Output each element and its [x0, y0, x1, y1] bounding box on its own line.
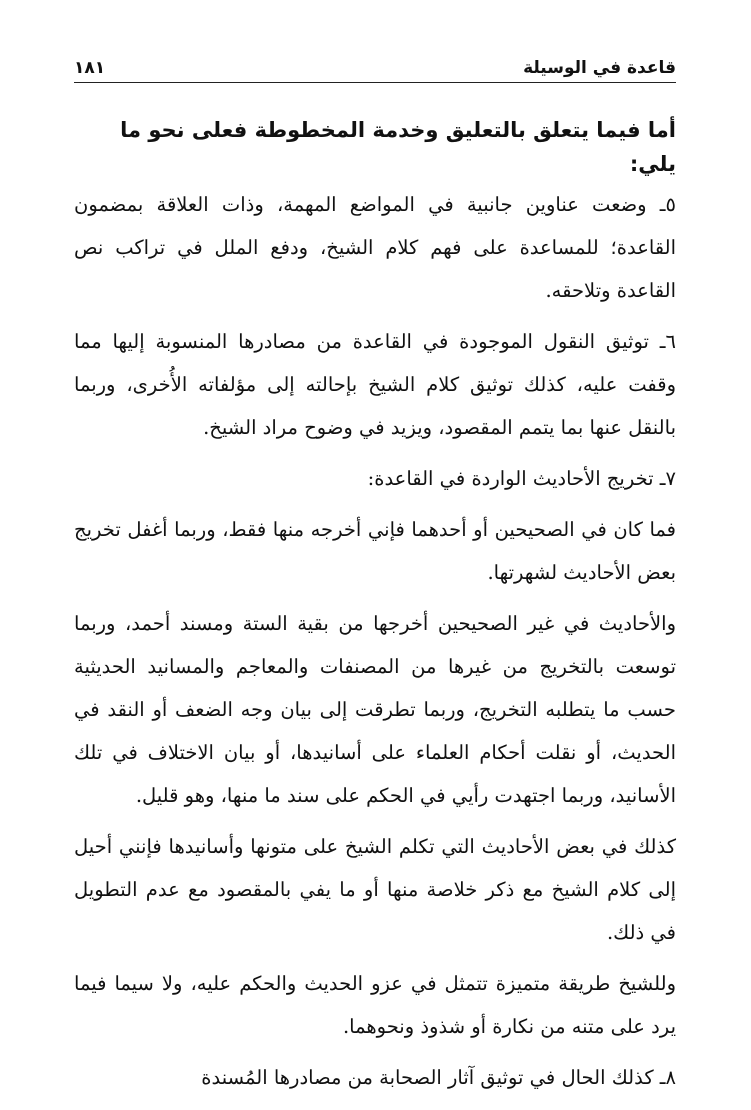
running-header [74, 40, 676, 83]
paragraph-sheikh-commentary: كذلك في بعض الأحاديث التي تكلم الشيخ على متونها وأسانيدها فإنني أحيل إلى كلام الشيخ مع ذكر خلاصة منها أو ما يفي بالمقصود مع عدم التطويل في ذلك. [74, 835, 676, 944]
paragraph-sheikh-method: وللشيخ طريقة متميزة تتمثل في عزو الحديث والحكم عليه، ولا سيما فيما يرد على متنه من نكارة أو شذوذ ونحوهما. [74, 972, 676, 1038]
paragraph-item-7: ٧ـ تخريج الأحاديث الواردة في القاعدة: [367, 467, 676, 490]
page-number: ١٨١ [74, 58, 106, 78]
paragraph-item-5: ٥ـ وضعت عناوين جانبية في المواضع المهمة، وذات العلاقة بمضمون القاعدة؛ للمساعدة على فهم كلام الشيخ، ودفع الملل في تراكب نص القاعدة وتلاحقه. [74, 193, 676, 302]
book-page [74, 40, 676, 1089]
paragraph-item-8: ٨ـ كذلك الحال في توثيق آثار الصحابة من مصادرها المُسندة [201, 1066, 676, 1089]
running-title: قاعدة في الوسيلة [523, 58, 676, 78]
paragraph-other-hadith: والأحاديث في غير الصحيحين أخرجها من بقية الستة ومسند أحمد، وربما توسعت بالتخريج من غيرها من المصنفات والمعاجم والمسانيد الحديثية حسب ما يتطلبه التخريج، وربما تطرقت إلى بيان وجه الضعف أو النقد في الحديث، أو نقلت أحكام العلماء على أسانيدها، أو بيان الاختلاف في تلك الأسانيد، وربما اجتهدت رأيي في الحكم على سند ما منها، وهو قليل. [74, 612, 676, 807]
paragraph-sahihain: فما كان في الصحيحين أو أحدهما فإني أخرجه منها فقط، وربما أغفل تخريج بعض الأحاديث لشهرتها. [74, 518, 676, 584]
section-heading: أما فيما يتعلق بالتعليق وخدمة المخطوطة فعلى نحو ما يلي: [120, 118, 676, 176]
paragraph-item-6: ٦ـ توثيق النقول الموجودة في القاعدة من مصادرها المنسوبة إليها مما وقفت عليه، كذلك توثيق كلام الشيخ بإحالته إلى مؤلفاته الأُخرى، وربما بالنقل عنها بما يتمم المقصود، ويزيد في وضوح مراد الشيخ. [74, 330, 676, 439]
